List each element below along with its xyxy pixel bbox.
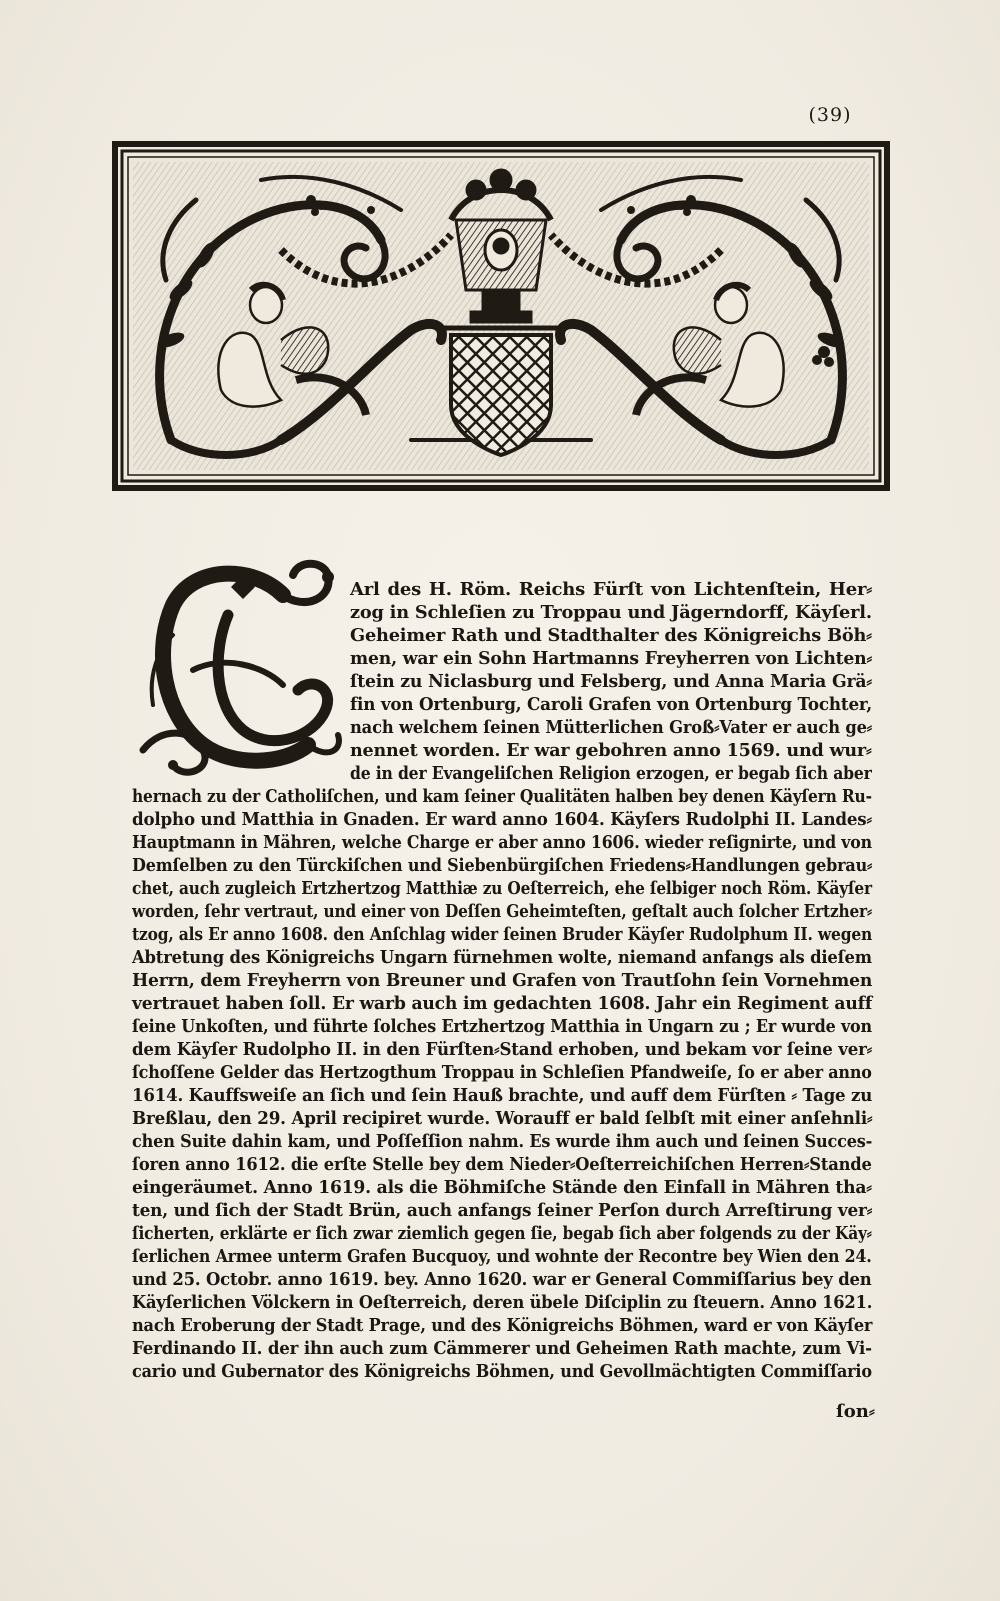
text-line: Geheimer Rath und Stadthalter des Königreichs Böh⸗: [350, 625, 872, 646]
text-line: vertrauet haben ſoll. Er warb auch im gedachten 1608. Jahr ein Regiment auff: [132, 993, 873, 1014]
text-line: hernach zu der Catholiſchen, und kam ſeiner Qualitäten halben bey denen Käyſern Ru-: [132, 786, 872, 807]
text-line: ſtein zu Niclasburg und Felsberg, und Anna Maria Grä⸗: [350, 671, 872, 692]
text-line: Breßlau, den 29. April recipiret wurde. Worauff er bald ſelbſt mit einer anſehnli⸗: [132, 1108, 873, 1129]
text-line: Abtretung des Königreichs Ungarn fürnehmen wolte, niemand anfangs als dieſem: [132, 947, 872, 968]
text-line: cario und Gubernator des Königreichs Böhmen, und Gevollmächtigten Commiſſario: [132, 1361, 872, 1382]
text-line: chen Suite dahin kam, und Poſſeſſion nahm. Es wurde ihm auch und ſeinen Succes-: [132, 1131, 873, 1152]
text-line: nach welchem ſeinen Mütterlichen Groß⸗Vater er auch ge⸗: [350, 717, 873, 738]
text-line: eingeräumet. Anno 1619. als die Böhmiſche Stände den Einfall in Mähren tha⸗: [132, 1177, 872, 1198]
text-line: fin von Ortenburg, Caroli Grafen von Ortenburg Tochter,: [350, 694, 872, 715]
text-line: Demſelben zu den Türckiſchen und Siebenbürgiſchen Friedens⸗Handlungen gebrau⸗: [132, 855, 873, 876]
text-line: ſeine Unkoſten, und führte ſolches Ertzhertzog Matthia in Ungarn zu ; Er wurde von: [132, 1016, 872, 1037]
text-line: ten, und ſich der Stadt Brün, auch anfangs ſeiner Perſon durch Arreſtirung ver⸗: [132, 1200, 873, 1221]
text-line: ſchoſſene Gelder das Hertzogthum Troppau in Schleſien Pfandweiſe, ſo er aber anno: [132, 1062, 872, 1083]
ornamental-initial: [133, 555, 351, 787]
text-line: ſicherten, erklärte er ſich zwar ziemlich gegen ſie, begab ſich aber folgends zu der Käy⸗: [132, 1223, 872, 1244]
bleed-through-text: [125, 493, 865, 510]
text-line: Käyſerlichen Völckern in Oeſterreich, deren übele Diſciplin zu ſteuern. Anno 1621.: [132, 1292, 873, 1313]
text-line: dolpho und Matthia in Gnaden. Er ward anno 1604. Käyſers Rudolphi II. Landes⸗: [132, 809, 872, 830]
text-line: men, war ein Sohn Hartmanns Freyherren von Lichten⸗: [350, 648, 873, 669]
text-line: de in der Evangeliſchen Religion erzogen, er begab ſich aber: [350, 763, 872, 784]
text-line: nach Eroberung der Stadt Prage, und des Königreichs Böhmen, ward er von Käyſer: [132, 1315, 873, 1336]
catchword: ſon⸗: [836, 1401, 875, 1422]
text-line: Herrn, dem Freyherrn von Breuner und Grafen von Trautſohn ſein Vornehmen: [132, 970, 873, 991]
text-line: tzog, als Er anno 1608. den Anſchlag wider ſeinen Bruder Käyſer Rudolphum II. wegen: [132, 924, 873, 945]
text-line: Hauptmann in Mähren, welche Charge er aber anno 1606. wieder reſignirte, und von: [132, 832, 872, 853]
ornament-headpiece: [111, 140, 891, 492]
text-line: ſerlichen Armee unterm Grafen Bucquoy, und wohnte der Recontre bey Wien den 24.: [132, 1246, 872, 1267]
text-line: dem Käyſer Rudolpho II. in den Fürſten⸗Stand erhoben, und bekam vor ſeine ver⸗: [132, 1039, 873, 1060]
text-line: nennet worden. Er war gebohren anno 1569. und wur⸗: [350, 740, 872, 761]
text-line: Ferdinando II. der ihn auch zum Cämmerer und Geheimen Rath machte, zum Vi-: [132, 1338, 872, 1359]
text-line: und 25. Octobr. anno 1619. bey. Anno 1620. war er General Commiſſarius bey den: [132, 1269, 872, 1290]
text-line: chet, auch zugleich Ertzhertzog Matthiæ zu Oeſterreich, ehe ſelbiger noch Röm. Käyſer: [132, 878, 872, 899]
page-number: (39): [808, 104, 852, 126]
text-line: ſoren anno 1612. die erſte Stelle bey dem Nieder⸗Oeſterreichiſchen Herren⸗Stande: [132, 1154, 872, 1175]
text-line: 1614. Kauffsweiſe an ſich und ſein Hauß brachte, und auff dem Fürſten ⸗ Tage zu: [132, 1085, 873, 1106]
text-line: zog in Schleſien zu Troppau und Jägerndorff, Käyſerl.: [350, 602, 872, 623]
text-line: worden, ſehr vertraut, und einer von Deſſen Geheimteſten, geſtalt auch ſolcher Ertzher⸗: [132, 901, 872, 922]
text-line: Arl des H. Röm. Reichs Fürſt von Lichtenſtein, Her⸗: [350, 579, 873, 600]
